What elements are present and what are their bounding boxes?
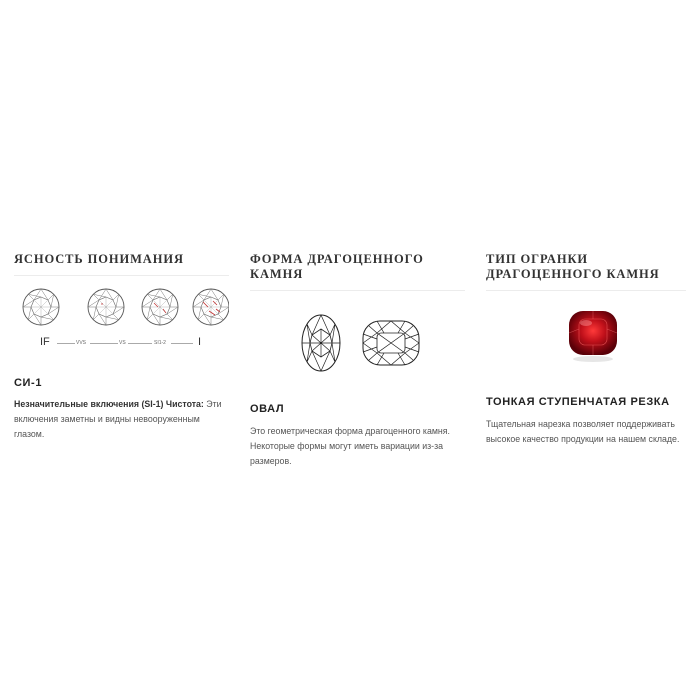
diamond-vs-icon [142, 289, 178, 325]
shape-heading: ФОРМА ДРАГОЦЕННОГО КАМНЯ [250, 252, 424, 281]
scale-si-label: SI1-2 [154, 340, 166, 346]
scale-end-label: I [198, 336, 202, 348]
diamond-if-icon [23, 289, 59, 325]
clarity-diamonds-graphic [14, 279, 229, 339]
clarity-description-text: Эти включения заметны и видны невооруженным глазом. [14, 399, 222, 439]
clarity-heading: ЯСНОСТЬ ПОНИМАНИЯ [14, 252, 184, 266]
cut-section [486, 252, 686, 447]
scale-line [57, 343, 75, 344]
clarity-description-bold: Незначительные включения (SI-1) Чистота: [14, 399, 204, 409]
scale-vvs-label: VVS [76, 340, 87, 346]
scale-start-label: IF [40, 336, 50, 348]
diamond-vvs-icon [88, 289, 124, 325]
clarity-description [14, 397, 229, 442]
cut-heading: ТИП ОГРАНКИ ДРАГОЦЕННОГО КАМНЯ [486, 252, 660, 281]
scale-line [90, 343, 118, 344]
cut-graphic [486, 291, 686, 371]
shape-section [250, 252, 465, 469]
ruby-gem-icon [486, 299, 686, 369]
clarity-section [14, 252, 229, 442]
scale-line [128, 343, 152, 344]
diamond-si-icon [193, 289, 229, 325]
shape-title: ОВАЛ [250, 403, 285, 415]
scale-line [171, 343, 193, 344]
shape-description: Это геометрическая форма драгоценного камня. Некоторые формы могут иметь вариации из-за размеров. [250, 426, 450, 466]
cut-description: Тщательная нарезка позволяет поддерживать высокое качество продукции на нашем складе. [486, 419, 680, 444]
clarity-scale [14, 276, 229, 358]
cut-title: ТОНКАЯ СТУПЕНЧАТАЯ РЕЗКА [486, 396, 670, 408]
scale-vs-label: VS [119, 340, 126, 346]
oval-shape-icon [250, 301, 465, 381]
clarity-title: СИ-1 [14, 377, 43, 389]
shape-graphic [250, 291, 465, 383]
